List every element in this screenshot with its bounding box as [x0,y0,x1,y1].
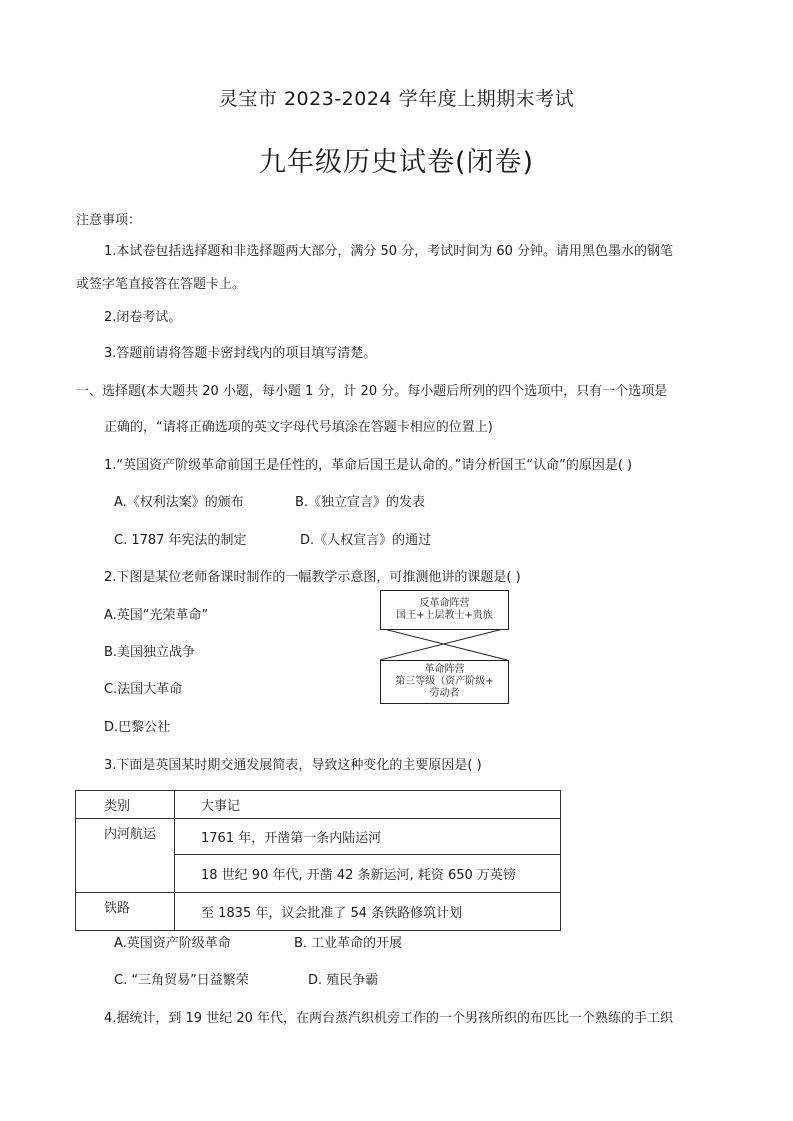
notice-item-3: 3.答题前请将答题卡密封线内的项目填写清楚。 [104,346,377,361]
question-2-option-a: A.英国“光荣革命” [104,608,209,623]
question-3-option-c: C. “三角贸易”日益繁荣 [114,973,249,988]
question-2-stem: 2.下图是某位老师备课时制作的一幅教学示意图，可推测他讲的课题是( ) [104,570,521,585]
diagram-bottom-line-2: 第三等级（资产阶级+ [395,676,494,687]
section-1-line-1: 一、选择题(本大题共 20 小题，每小题 1 分，计 20 分。每小题后所列的四个选项中，只有一个选项是 [76,384,668,399]
question-2-option-b: B.美国独立战争 [104,645,196,660]
diagram-revolution-box [380,660,509,704]
diagram-bottom-line-3: 劳动者 [429,688,460,699]
question-1-stem: 1.“英国资产阶级革命前国王是任性的，革命后国王是认命的。”请分析国王“认命”的原因是( ) [104,458,633,473]
notice-heading: 注意事项： [76,213,142,228]
exam-title: 九年级历史试卷(闭卷) [258,147,535,178]
question-2-option-c: C.法国大革命 [104,682,183,697]
exam-subtitle: 灵宝市 2023-2024 学年度上期期末考试 [218,88,575,110]
question-1-option-c: C. 1787 年宪法的制定 [114,533,247,548]
question-1-option-b: B.《独立宣言》的发表 [295,495,426,510]
transport-events-table [75,790,561,931]
question-3-stem: 3.下面是英国某时期交通发展简表，导致这种变化的主要原因是( ) [104,758,482,773]
table-header-events: 大事记 [175,791,561,819]
question-3-option-a: A.英国资产阶级革命 [114,936,231,951]
table-category-canal: 内河航运 [76,819,175,893]
question-1-option-a: A.《权利法案》的颁布 [114,495,244,510]
table-event: 至 1835 年，议会批准了 54 条铁路修筑计划 [175,893,561,931]
question-2-option-d: D.巴黎公社 [104,720,171,735]
table-event: 1761 年，开凿第一条内陆运河 [175,819,561,855]
table-row [76,819,561,855]
question-3-option-d: D. 殖民争霸 [308,973,379,988]
question-4-stem: 4.据统计，到 19 世纪 20 年代，在两台蒸汽织机旁工作的一个男孩所织的布匹比一个熟练的手工织 [104,1011,674,1026]
table-row [76,893,561,931]
notice-item-2: 2.闭卷考试。 [104,310,182,325]
table-header-row [76,791,561,819]
notice-item-1-line-1: 1.本试卷包括选择题和非选择题两大部分，满分 50 分，考试时间为 60 分钟。请用黑色墨水的钢笔 [104,244,674,259]
section-1-line-2: 正确的，“请将正确选项的英文字母代号填涂在答题卡相应的位置上) [104,420,493,435]
table-event: 18 世纪 90 年代, 开凿 42 条新运河, 耗资 650 万英镑 [175,855,561,893]
question-3-option-b: B. 工业革命的开展 [294,936,403,951]
diagram-bottom-line-1: 革命阵营 [424,664,465,675]
table-header-category: 类别 [76,791,175,819]
diagram-top-line-1: 反革命阵营 [419,598,470,609]
question-1-option-d: D.《人权宣言》的通过 [300,533,432,548]
diagram-top-line-2: 国王+上层教士+贵族 [396,610,493,621]
notice-item-1-line-2: 或签字笔直接答在答题卡上。 [76,277,246,292]
diagram-counter-revolution-box [380,590,509,630]
table-category-railway: 铁路 [76,893,175,931]
